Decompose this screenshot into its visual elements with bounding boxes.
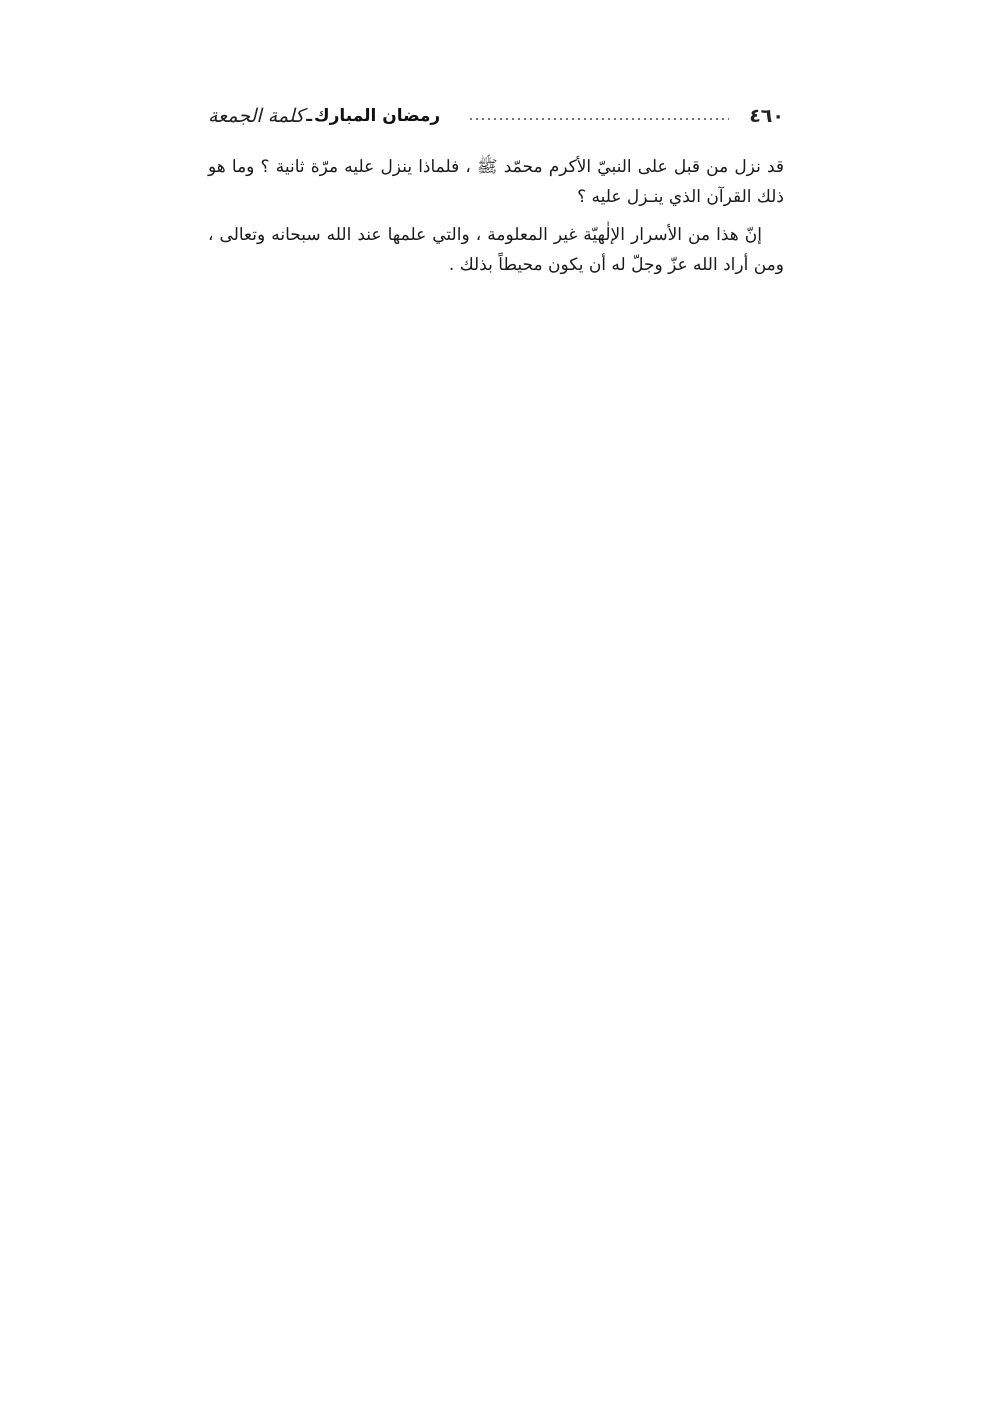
paragraph: قد نزل من قبل على النبيّ الأكرم محمّد ﷺ ، فلماذا ينزل عليه مرّة ثانية ؟ وما هو ذلك القرآن الذي ينـزل عليه ؟ bbox=[208, 157, 784, 207]
page-header bbox=[208, 96, 784, 136]
page-number: ٤٦٠ bbox=[749, 105, 784, 127]
title-separator: ـ bbox=[306, 106, 313, 126]
book-title: رمضان المبارك bbox=[314, 106, 441, 126]
document-page bbox=[208, 96, 784, 288]
series-logo: كلمة الجمعة bbox=[208, 105, 305, 127]
paragraph: إنّ هذا من الأسرار الإلٰهيّة غير المعلومة ، والتي علمها عند الله سبحانه وتعالى ، ومن أراد الله عزّ وجلّ له أن يكون محيطاً بذلك . bbox=[208, 225, 784, 275]
body-text bbox=[208, 152, 784, 280]
dot-leader bbox=[468, 118, 729, 120]
running-title bbox=[208, 105, 440, 127]
